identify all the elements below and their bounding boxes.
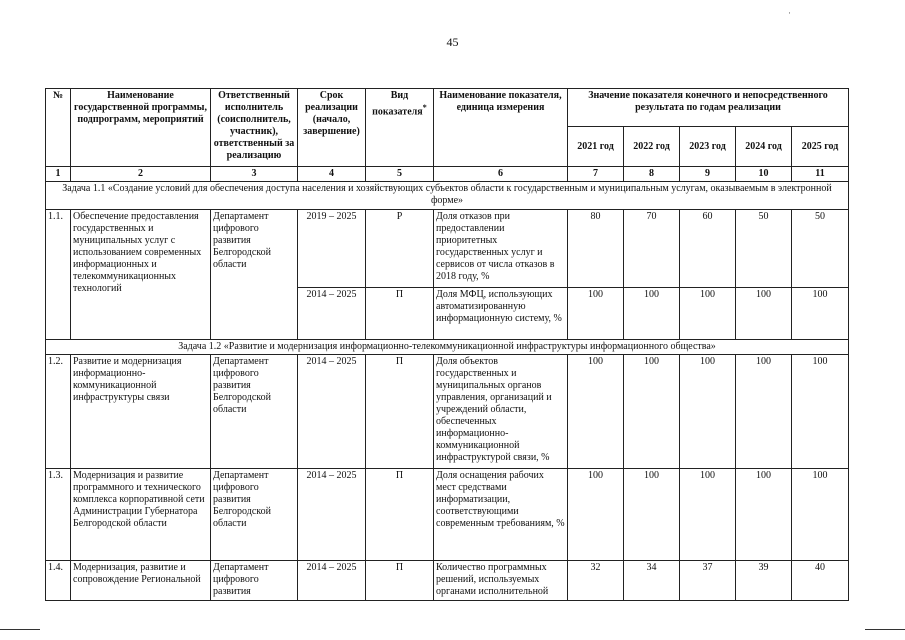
row-1-1-b-value-2021: 100 xyxy=(568,288,624,340)
column-number-7: 7 xyxy=(568,167,624,182)
scan-mark: · xyxy=(788,8,791,18)
row-1-3-value-2021: 100 xyxy=(568,469,624,561)
row-1-1-b-value-2023: 100 xyxy=(680,288,736,340)
row-1-2-indicator: Доля объектов государственных и муниципальных органов управления, организаций и учреждений области, обеспеченных информационно-коммуникационной инфраструктурой связи, % xyxy=(434,355,568,469)
row-1-1-b-indicator: Доля МФЦ, использующих автоматизированную информационную систему, % xyxy=(434,288,568,340)
row-1-1-b-value-2024: 100 xyxy=(736,288,792,340)
page-number: 45 xyxy=(446,35,459,49)
row-1-4-value-2022: 34 xyxy=(624,561,680,601)
row-1-4-value-2025: 40 xyxy=(792,561,849,601)
row-1-1-a-value-2023: 60 xyxy=(680,210,736,288)
row-1-4-measure-name: Модернизация, развитие и сопровождение Региональной xyxy=(71,561,211,601)
row-1-2-value-2022: 100 xyxy=(624,355,680,469)
row-1-3-term: 2014 – 2025 xyxy=(298,469,366,561)
header-year-2024: 2024 год xyxy=(736,127,792,167)
row-1-1-b-kind: П xyxy=(366,288,434,340)
scan-edge-line-left xyxy=(0,629,40,630)
task-1-2-heading: Задача 1.2 «Развитие и модернизация информационно-телекоммуникационной инфраструктуры информационного общества» xyxy=(46,340,849,355)
column-number-4: 4 xyxy=(298,167,366,182)
row-1-1-a-kind: Р xyxy=(366,210,434,288)
row-1-1-a-value-2022: 70 xyxy=(624,210,680,288)
row-1-1-executor: Департамент цифрового развития Белгородской области xyxy=(211,210,298,340)
header-number: № xyxy=(46,89,71,167)
column-number-10: 10 xyxy=(736,167,792,182)
header-year-2022: 2022 год xyxy=(624,127,680,167)
row-1-2-value-2021: 100 xyxy=(568,355,624,469)
header-term: Срок реализации (начало, завершение) xyxy=(298,89,366,167)
header-indicator-kind-label: Вид показателя xyxy=(372,90,423,118)
header-program-name: Наименование государственной программы, подпрограмм, мероприятий xyxy=(71,89,211,167)
row-1-4-executor: Департамент цифрового развития xyxy=(211,561,298,601)
row-1-4-indicator: Количество программных решений, используемых органами исполнительной xyxy=(434,561,568,601)
row-1-4-value-2021: 32 xyxy=(568,561,624,601)
row-1-3-value-2025: 100 xyxy=(792,469,849,561)
header-indicator-name: Наименование показателя, единица измерения xyxy=(434,89,568,167)
task-1-1-heading: Задача 1.1 «Создание условий для обеспечения доступа населения и хозяйствующих субъектов области к государственным и муниципальным услугам, оказываемым в электронной форме» xyxy=(46,182,849,210)
row-1-3-value-2024: 100 xyxy=(736,469,792,561)
row-1-2-number: 1.2. xyxy=(46,355,71,469)
header-executor: Ответственный исполнитель (соисполнитель, участник), ответственный за реализацию xyxy=(211,89,298,167)
row-1-4-number: 1.4. xyxy=(46,561,71,601)
header-values-by-year: Значение показателя конечного и непосредственного результата по годам реализации xyxy=(568,89,849,127)
header-year-2023: 2023 год xyxy=(680,127,736,167)
row-1-2-value-2023: 100 xyxy=(680,355,736,469)
scan-edge-line-right xyxy=(865,629,905,630)
column-number-11: 11 xyxy=(792,167,849,182)
row-1-1-number: 1.1. xyxy=(46,210,71,340)
row-1-2-executor: Департамент цифрового развития Белгородской области xyxy=(211,355,298,469)
row-1-4-value-2024: 39 xyxy=(736,561,792,601)
row-1-4-value-2023: 37 xyxy=(680,561,736,601)
header-year-2025: 2025 год xyxy=(792,127,849,167)
row-1-2-kind: П xyxy=(366,355,434,469)
row-1-2-value-2025: 100 xyxy=(792,355,849,469)
column-number-3: 3 xyxy=(211,167,298,182)
row-1-3-measure-name: Модернизация и развитие программного и технического комплекса корпоративной сети Администрации Губернатора Белгородской области xyxy=(71,469,211,561)
header-indicator-kind xyxy=(366,89,434,167)
row-1-3-value-2022: 100 xyxy=(624,469,680,561)
row-1-3-indicator: Доля оснащения рабочих мест средствами информатизации, соответствующими современным требованиям, % xyxy=(434,469,568,561)
header-year-2021: 2021 год xyxy=(568,127,624,167)
column-number-8: 8 xyxy=(624,167,680,182)
column-number-5: 5 xyxy=(366,167,434,182)
row-1-3-number: 1.3. xyxy=(46,469,71,561)
row-1-1-a-value-2025: 50 xyxy=(792,210,849,288)
column-number-9: 9 xyxy=(680,167,736,182)
column-number-6: 6 xyxy=(434,167,568,182)
column-number-1: 1 xyxy=(46,167,71,182)
row-1-2-term: 2014 – 2025 xyxy=(298,355,366,469)
row-1-1-b-value-2025: 100 xyxy=(792,288,849,340)
row-1-2-measure-name: Развитие и модернизация информационно-коммуникационной инфраструктуры связи xyxy=(71,355,211,469)
row-1-3-executor: Департамент цифрового развития Белгородской области xyxy=(211,469,298,561)
row-1-1-a-value-2021: 80 xyxy=(568,210,624,288)
row-1-1-measure-name: Обеспечение предоставления государственных и муниципальных услуг с использованием современных информационных и телекоммуникационных технологий xyxy=(71,210,211,340)
row-1-3-value-2023: 100 xyxy=(680,469,736,561)
row-1-2-value-2024: 100 xyxy=(736,355,792,469)
row-1-4-kind: П xyxy=(366,561,434,601)
row-1-1-a-term: 2019 – 2025 xyxy=(298,210,366,288)
row-1-1-b-value-2022: 100 xyxy=(624,288,680,340)
row-1-1-b-term: 2014 – 2025 xyxy=(298,288,366,340)
footnote-mark: * xyxy=(422,103,427,112)
column-number-2: 2 xyxy=(71,167,211,182)
row-1-1-a-indicator: Доля отказов при предоставлении приоритетных государственных услуг и сервисов от числа отказов в 2018 году, % xyxy=(434,210,568,288)
row-1-1-a-value-2024: 50 xyxy=(736,210,792,288)
row-1-4-term: 2014 – 2025 xyxy=(298,561,366,601)
program-indicators-table xyxy=(45,88,849,601)
row-1-3-kind: П xyxy=(366,469,434,561)
